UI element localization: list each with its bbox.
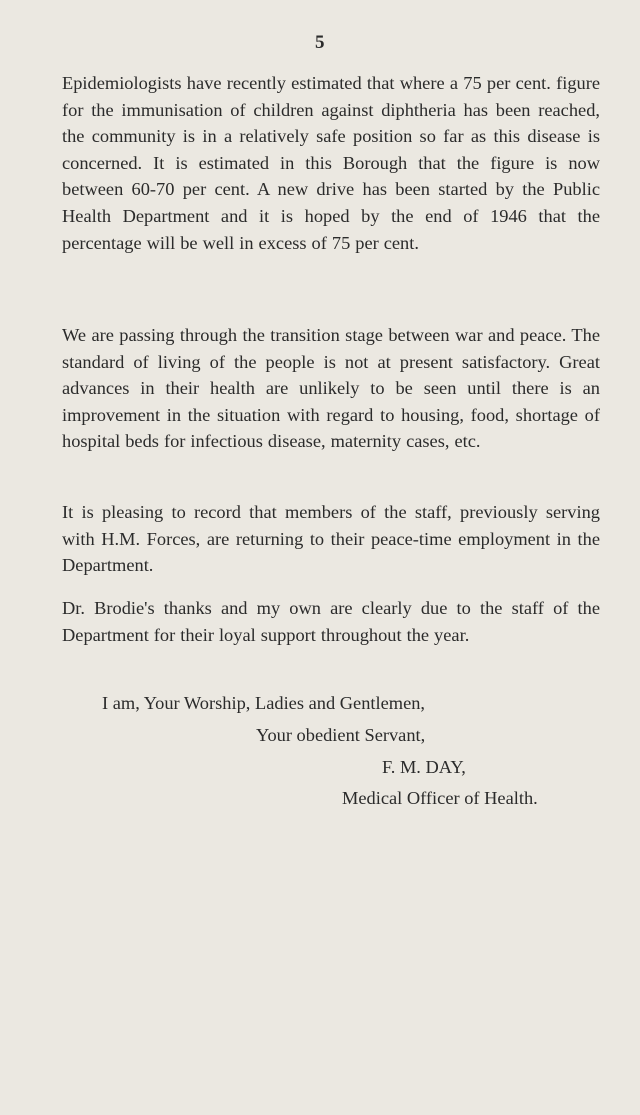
paragraph-immunisation: Epidemiologists have recently estimated that where a 75 per cent. figure for the immunisation of children against diphtheria has been reached, the community is in a relatively safe position so far as this disease is concerned. It is estimated in this Borough that the figure is now between 60-70 per cent. A new drive has been started by the Public Health Department and it is hoped by the end of 1946 that the percentage will be well in excess of 75 per cent. — [62, 73, 600, 253]
paragraph-staff-return: It is pleasing to record that members of the staff, previously serving with H.M. Forces, are returning to their peace-time employment in the Department. — [62, 502, 600, 576]
signatory-name: F. M. DAY, — [382, 757, 466, 777]
page-number: 5 — [315, 32, 325, 53]
closing-servant: Your obedient Servant, — [256, 725, 426, 745]
closing-salutation: I am, Your Worship, Ladies and Gentlemen, — [102, 693, 426, 713]
signatory-title: Medical Officer of Health. — [342, 788, 538, 808]
paragraph-thanks: Dr. Brodie's thanks and my own are clearly due to the staff of the Department for their loyal support throughout the year. — [62, 598, 600, 645]
paragraph-transition: We are passing through the transition stage between war and peace. The standard of living of the people is not at present satisfactory. Great advances in their health are unlikely to be seen until there is an improvement in the situation with regard to housing, food, shortage of hospital beds for infectious disease, maternity cases, etc. — [62, 325, 600, 452]
